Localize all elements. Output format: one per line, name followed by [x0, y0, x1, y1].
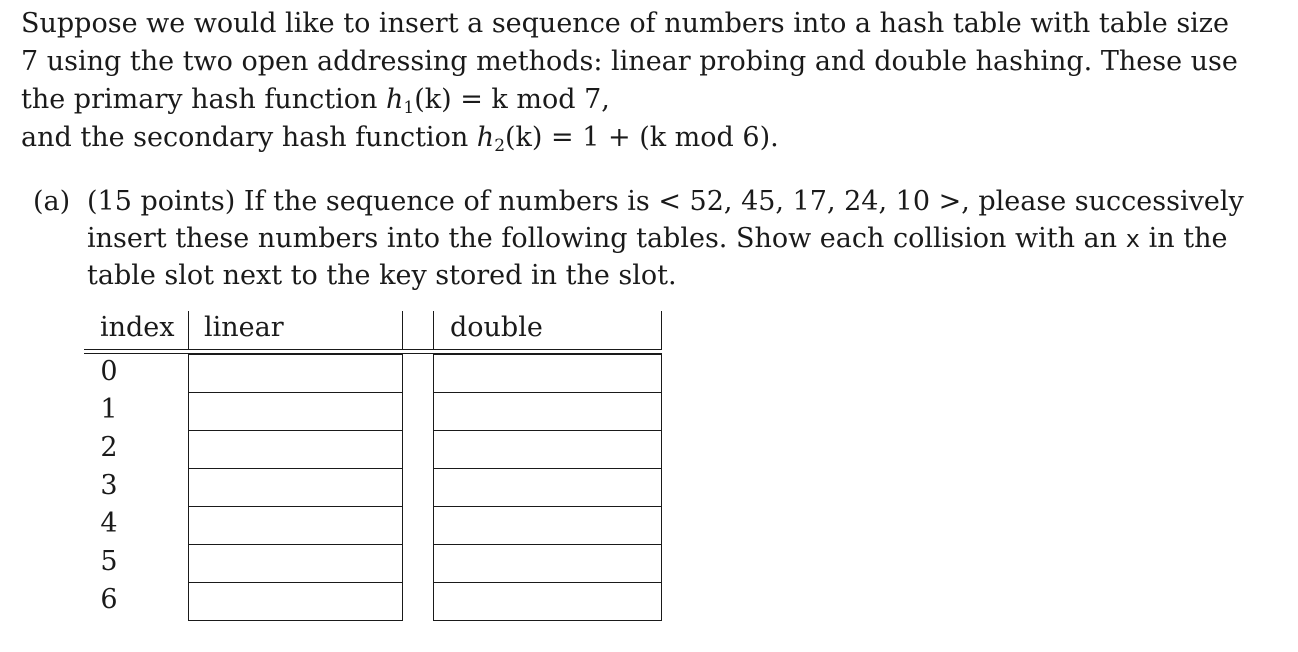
header-divider-linear-right	[402, 311, 403, 349]
part-a-line-1: (15 points) If the sequence of numbers is < 52, 45, 17, 24, 10 >, please successively	[87, 186, 1244, 217]
linear-slot-6[interactable]	[188, 582, 403, 621]
secondary-hash-definition: (k) = 1 + (k mod 6).	[505, 122, 779, 153]
intro-line-2: 7 using the two open addressing methods: linear probing and double hashing. These use	[21, 46, 1238, 77]
collision-marker-code: x	[1125, 225, 1141, 253]
double-slot-4[interactable]	[433, 506, 662, 545]
double-slot-0[interactable]	[433, 354, 662, 393]
secondary-hash-subscript: 2	[494, 136, 506, 156]
primary-hash-symbol: h	[386, 84, 404, 115]
header-index: index	[100, 312, 175, 343]
linear-slot-2[interactable]	[188, 430, 403, 469]
row-index-6: 6	[100, 584, 118, 615]
row-index-0: 0	[100, 356, 118, 387]
intro-line-4	[21, 122, 779, 162]
header-rule-top	[84, 349, 662, 350]
intro-line-4-prefix: and the secondary hash function	[21, 122, 477, 153]
secondary-hash-symbol: h	[476, 122, 495, 153]
linear-slot-0[interactable]	[188, 354, 403, 393]
double-slot-6[interactable]	[433, 582, 662, 621]
linear-slot-1[interactable]	[188, 392, 403, 431]
header-divider-index	[188, 311, 189, 349]
row-index-2: 2	[100, 432, 118, 463]
double-slot-1[interactable]	[433, 392, 662, 431]
header-divider-double-left	[433, 311, 434, 349]
part-a-line-2-prefix: insert these numbers into the following tables. Show each collision with an	[87, 223, 1126, 254]
intro-line-3-prefix: the primary hash function	[21, 84, 386, 115]
header-linear: linear	[204, 312, 284, 343]
row-index-4: 4	[100, 508, 118, 539]
double-slot-5[interactable]	[433, 544, 662, 583]
part-a-label: (a)	[33, 186, 71, 217]
header-divider-double-right	[661, 311, 662, 349]
intro-line-1: Suppose we would like to insert a sequence of numbers into a hash table with table size	[21, 8, 1230, 39]
linear-slot-5[interactable]	[188, 544, 403, 583]
row-index-1: 1	[100, 394, 118, 425]
linear-slot-3[interactable]	[188, 468, 403, 507]
primary-hash-subscript: 1	[403, 98, 415, 118]
row-index-5: 5	[100, 546, 118, 577]
header-double: double	[450, 312, 543, 343]
linear-slot-4[interactable]	[188, 506, 403, 545]
double-slot-3[interactable]	[433, 468, 662, 507]
double-slot-2[interactable]	[433, 430, 662, 469]
row-index-3: 3	[100, 470, 118, 501]
part-a-line-2	[87, 223, 1228, 255]
primary-hash-definition: (k) = k mod 7,	[414, 84, 610, 115]
intro-line-3	[21, 84, 610, 124]
part-a-line-3: table slot next to the key stored in the slot.	[87, 260, 677, 291]
part-a-line-2-suffix: in the	[1140, 223, 1228, 254]
